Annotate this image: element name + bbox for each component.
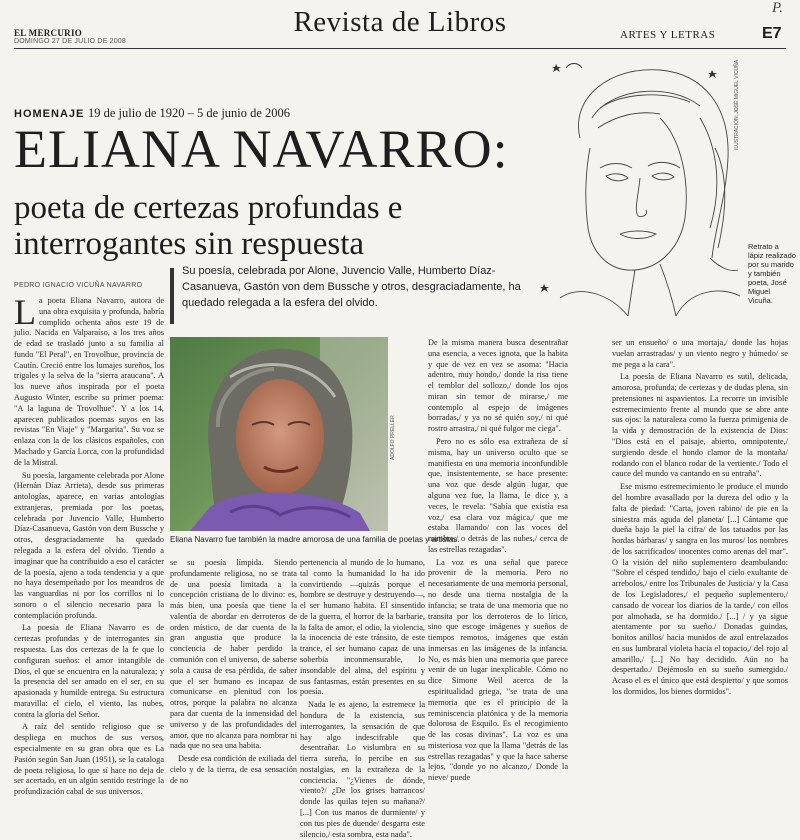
- section-title: Revista de Libros: [293, 6, 507, 38]
- paragraph: A raíz del sentido religioso que se despliega en muchos de sus versos, especialmente en su gran obra que es La Pasión según San Juan (1951), se la cataloga de poeta religiosa, lo que sí hace no deja de ser acertado, en un algún sentido restringe la profundización cabal de sus universos.: [14, 722, 164, 797]
- sketch-caption: Retrato a lápiz realizado por su marido y también poeta, José Miguel Vicuña.: [748, 242, 796, 305]
- portrait-photo: [170, 337, 388, 531]
- newspaper-name: EL MERCURIO: [14, 28, 83, 38]
- paragraph: La poesía de Eliana Navarro es de certezas profundas y de interrogantes sin respuesta. Las dos certezas de la fe que lo configuran sueños: el amor intangible de Dios, el que se encuentra en la naturaleza; y la presencia del ser amado en el ser, en su apasionada y humilde entrega. Su estructura maravilla: el cielo, el viento, las nubes, contra la gloria del Señor.: [14, 623, 164, 719]
- lead-paragraph: Su poesía, celebrada por Alone, Juvencio Valle, Humberto Díaz-Casanueva, Gastón von dem Bussche y otros, desgraciadamente, ha quedado relegada a la esfera del olvido.: [182, 265, 521, 309]
- body-column-3: [300, 558, 425, 839]
- handwritten-mark: P.: [772, 0, 783, 16]
- body-column-2: [170, 558, 297, 785]
- body-column-4: [428, 338, 568, 783]
- issue-date: DOMINGO 27 DE JULIO DE 2008: [14, 38, 126, 45]
- subheadline: poeta de certezas profundas e interrogantes sin respuesta: [14, 190, 403, 263]
- paragraph: Su poesía, largamente celebrada por Alone (Hernán Díaz Arrieta), desde sus primeras antologías, aparece, en varias antologías extranjeras, premiada por los poetas, celebrada por Juvencio Valle, Humberto Díaz-Casanueva, Gastón von dem Bussche y otros, desgraciadamente ha quedado relegada a la esfera del olvido. Tiendo a imaginar que ha contribuido a eso el carácter de la poesía, ajeno a toda tendencia y a que no haya desempeñado por los meandros de las vanguardias ni por los corrillos ni lo sonoro o el silencio necesario para la contemplación profunda.: [14, 470, 164, 620]
- body-column-1: [14, 292, 164, 797]
- drop-cap: L: [14, 292, 36, 332]
- life-dates: 19 de julio de 1920 – 5 de junio de 2006: [88, 106, 291, 120]
- byline: PEDRO IGNACIO VICUÑA NAVARRO: [14, 282, 143, 289]
- paragraph: La voz es una señal que parece provenir de la memoria. Pero no necesariamente de una memoria personal, no desde una tierna nostalgia de la infancia; se trata de una memoria que no transita por los derroteros de lo lírico, sino que escoge imágenes y sueños de tiempos remotos, imágenes que están inmersas en las imágenes de la infancia. No, es más bien una memoria que parece venir de un lugar inexplicable. Cómo no dice Simone Weil acerca de la espiritualidad griega, "se trata de una memoria que es el principio de la reminiscencia platónica y de la memoria dolorosa de Esquilo. Es el recogimiento de las cosas divinas". La voz es una misteriosa voz que la llama "detrás de las estrellas rezagadas" y que la hace saberse lejos, "donde yo no alcanzo,/ Donde la nieve/ puede: [428, 557, 568, 783]
- star-icon: [552, 64, 561, 72]
- paragraph: se su poesía límpida. Siendo profundamente religiosa, no se trata de una poesía limitada a la concepción cristiana de lo divino: es, más bien, una poesía que tiene la valentía de abordar en derroteros de orden místico, de dar cuenta de la gran angustia que produce la conciencia de haber perdido la comunión con el universo, de saberse sola a causa de esa pérdida, de saber que el ser humano es incapaz de comunicarse en plenitud con los otros, porque la palabra no alcanza para dar cuenta de la inmensidad del universo y de las profundidades del amor, que no alcanza para nombrar ni nada que no sea una habita.: [170, 558, 297, 751]
- body-column-5: [612, 338, 788, 746]
- paragraph: a poeta Eliana Navarro, autora de una obra exquisita y profunda, habría cumplido ochenta años este 19 de julio. Nacida en Valparaíso, a los tres años de edad se trasladó junto a su familia al fundo "El Peral", en Trovolhue, provincia de Cautín. Creció entre los lumajes sureños, los trigales y la selva de la "sierra araucana". A los nueve años inspirada por el poeta Augusto Winter, escribe su primer poema: "A la laguna de Trovolhue". Y a los 14, aparecen publicados poemas suyos en las revistas "En Viaje" y "Margarita". Su voz se enlaza con la de los clásicos españoles, con Machado y García Lorca, con la profundidad de la Mistral.: [14, 296, 164, 467]
- sketch-portrait: [540, 58, 750, 320]
- section-label: ARTES Y LETRAS: [620, 29, 716, 41]
- paragraph: Ese mismo estremecimiento le produce el mundo del hombre avasallado por la dureza del odio y la falta de piedad: "Carta, joven rabino/ de pie en la siniestra más aguda del planeta/ [...] Cántame que dueña bajo la piel la cifra/ de los tatuados por las hordas bárbaras/ y sangra en los muros/ los nombres de los sacrificados/ inocentes como arenas del mar". O la visión del niño suplementero deambulando: "Sobre el césped tendido,/ bajo el cielo exultante de arrebolos,/ entre los Tribunales de Justicia/ y la Casa de los Legisladores,/ el pequeño suplementero,/ cansado de vocear los diarios de la tarde,/ con ellos por almohada, se ha dormido./ [...] / y ya sigue atentamente por su sueño./ Donadas guindas, bonitos anillos/ hacia munidos de azul entrelazados en sus lumbraral violeta hacia el topacio,/ del rojo al amarillo,/ [...] No hay decidido. Aún no ha despertado./ Dejémoslo en su sueño sumergido./ Acaso el es el único que está despierto/ y que somos los dormidos, los bienes dormidos".: [612, 482, 788, 696]
- page-number: E7: [762, 25, 782, 42]
- masthead-rule: [14, 48, 786, 49]
- paragraph: ser un ensueño/ o una mortaja,/ donde las hojas vuelan arrastradas/ y un viento negro y húmedo/ se me pega a la cara".: [612, 338, 788, 369]
- lead-bar: [170, 268, 174, 324]
- paragraph: Desde esa condición de exiliada del cielo y de la tierra, de esa sensación de no: [170, 754, 297, 785]
- paragraph: La poesía de Eliana Navarro es sutil, delicada, amorosa, profunda; de certezas y de dudas plena, sin pretensiones ni aspavientos. La recorre un invisible estremecimiento frente al mundo que se abre ante sus ojos: la naturaleza como la fuerza primigenia de la vida y demostración de la existencia de Dios: "Dios está en el paisaje, abierto, omnipotente,/ surgiendo desde el hondo clamor de la montaña/ rodando con el blanco rodar de la vertiente./ Todo el cauce del mundo va cantando en su entraña".: [612, 372, 788, 479]
- sketch-credit: ILUSTRACIÓN: JOSÉ MIGUEL VICUÑA: [734, 59, 740, 150]
- paragraph: De la misma manera busca desentrañar una esencia, a veces ignota, que la habita y que de vez en vez se asoma: "Hacia adentro, muy hondo,/ donde la risa tiene el temblor del sollozo,/ donde los ojos miran sin temor de mirarse,/ me contemplo al espejo de imágenes borradas,/ y ya no sé quién soy,/ ni qué rostro arrastra,/ ni qué fulgor me ciega".: [428, 338, 568, 434]
- headline: ELIANA NAVARRO:: [14, 119, 509, 179]
- photo-credit: ADOLFO PRELLER: [390, 415, 396, 460]
- kicker: HOMENAJE: [14, 108, 85, 120]
- paragraph: Pero no es sólo esa extrañeza de sí misma, hay un universo oculto que se manifiesta en una memoria inconfundible que, insistentemente, se hace presente: una voz que desde algún lugar, que alguna vez fue, la llama, le dice y, a veces, le revela: "Sabía que existía esa voz,/ esa clara voz mágica,/ que me estaba llamando/ con las voces del mimbre,/ o detrás de las nubes,/ cerca de las estrellas rezagadas".: [428, 437, 568, 554]
- photo-caption: Eliana Navarro fue también la madre amorosa de una familia de poetas y artistas.: [170, 535, 460, 544]
- paragraph: Nada le es ajeno, la estremece la hondura de la existencia, sus interrogantes, la sensación de que hay algo indescifrable que desentrañar. Lo vislumbra en su tierra sureña, lo percibe en sus nostalgias, en la extrañeza de la conciencia. "¿Vienes de dónde, viento?/ ¿De los grises barrancos/ donde las quilas tejen su mañana?/ [...] Con tus manos de durmiente/ y con tus pies de duende/ desgarra este silencio,/ esta sombra, esta nada".: [300, 700, 425, 839]
- paragraph: pertenencia al mundo de lo humano, tal como la humanidad lo ha ido convirtiendo —quizás porque el hombre se destruye y destruyendo—, el ser humano habita. El sinsentido de la guerra, el horror de la barbarie, la falta de amor, el odio, la violencia, la inocencia de este tránsito, de este trance, el ser humano capaz de una soberbia inconmensurable, lo insondable del alma, del espíritu y sus fantasmas, están presentes en su poesía.: [300, 558, 425, 697]
